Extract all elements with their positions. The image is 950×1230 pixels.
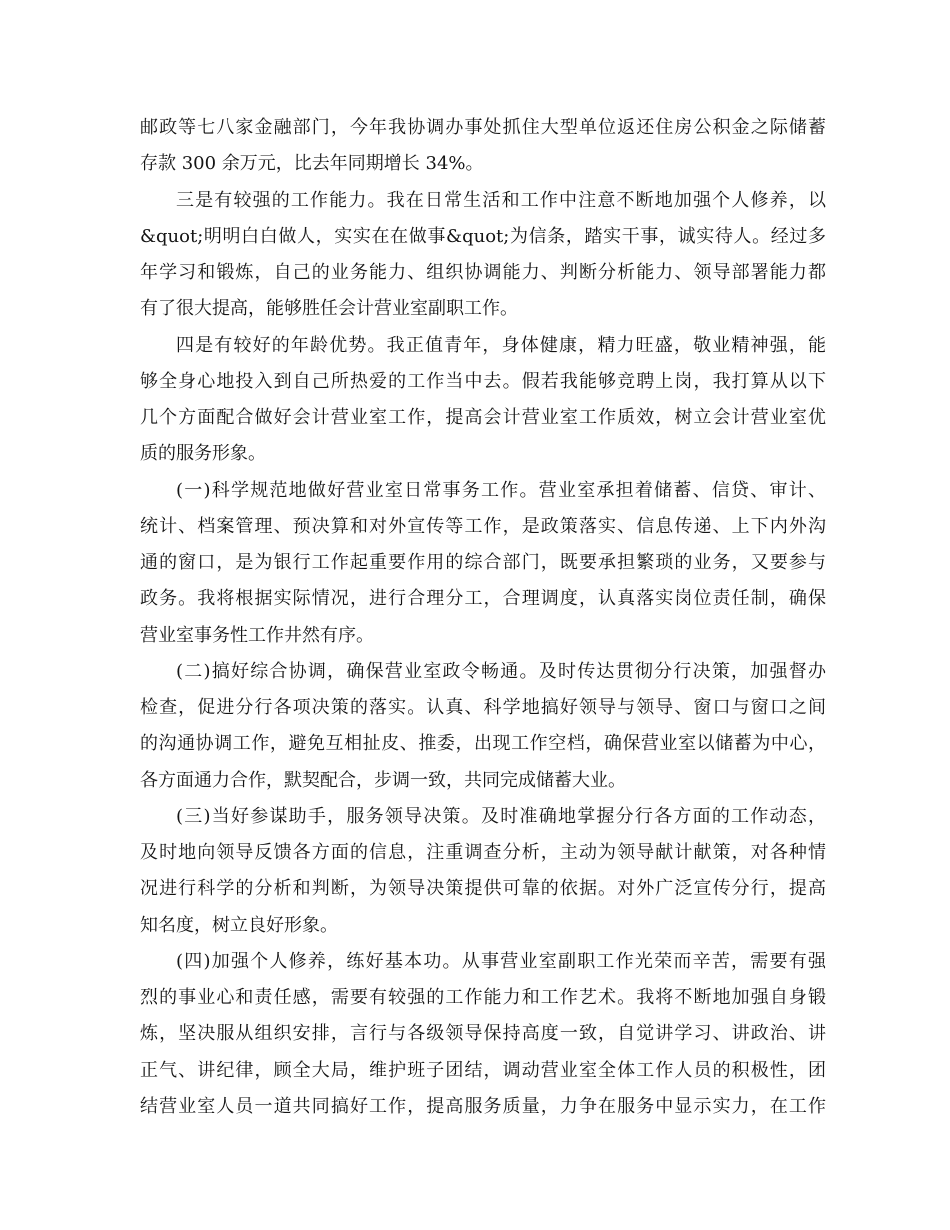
text-line: 统计、档案管理、预决算和对外宣传等工作，是政策落实、信息传递、上下内外沟 bbox=[140, 515, 826, 537]
text-line: 年学习和锻炼，自己的业务能力、组织协调能力、判断分析能力、领导部署能力都 bbox=[140, 262, 826, 283]
text-line: 够全身心地投入到自己所热爱的工作当中去。假若我能够竞聘上岗，我打算从以下 bbox=[140, 370, 826, 392]
text-line: 烈的事业心和责任感，需要有较强的工作能力和工作艺术。我将不断地加强自身锻 bbox=[140, 987, 826, 1008]
text-line: 通的窗口，是为银行工作起重要作用的综合部门，既要承担繁琐的业务，又要参与 bbox=[140, 552, 826, 573]
paragraph-line: (四)加强个人修养，练好基本功。从事营业室副职工作光荣而辛苦，需要有强 bbox=[176, 950, 826, 972]
paragraph-line: 三是有较强的工作能力。我在日常生活和工作中注意不断地加强个人修养，以 bbox=[176, 189, 826, 211]
text-line: 的沟通协调工作，避免互相扯皮、推委，出现工作空档，确保营业室以储蓄为中心， bbox=[140, 733, 826, 755]
text-line: 有了很大提高，能够胜任会计营业室副职工作。 bbox=[140, 298, 518, 320]
text-line: 及时地向领导反馈各方面的信息，注重调查分析，主动为领导献计献策，对各种情 bbox=[140, 842, 826, 863]
text-line: 正气、讲纪律，顾全大局，维护班子团结，调动营业室全体工作人员的积极性，团 bbox=[140, 1059, 826, 1081]
text-line: 检查，促进分行各项决策的落实。认真、科学地搞好领导与领导、窗口与窗口之间 bbox=[140, 697, 826, 718]
paragraph-line: (二)搞好综合协调，确保营业室政令畅通。及时传达贯彻分行决策，加强督办 bbox=[176, 660, 826, 682]
paragraph-line: (一)科学规范地做好营业室日常事务工作。营业室承担着储蓄、信贷、审计、 bbox=[176, 479, 826, 501]
text-line: 况进行科学的分析和判断，为领导决策提供可靠的依据。对外广泛宣传分行，提高 bbox=[140, 878, 826, 900]
text-line: 营业室事务性工作井然有序。 bbox=[140, 624, 374, 646]
text-line: 存款 300 余万元，比去年同期增长 34%。 bbox=[140, 153, 484, 175]
text-line: 知名度，树立良好形象。 bbox=[140, 914, 338, 936]
text-line: 各方面通力合作，默契配合，步调一致，共同完成储蓄大业。 bbox=[140, 769, 626, 791]
text-line: 几个方面配合做好会计营业室工作，提高会计营业室工作质效，树立会计营业室优 bbox=[140, 407, 826, 428]
text-line: 政务。我将根据实际情况，进行合理分工，合理调度，认真落实岗位责任制，确保 bbox=[140, 588, 826, 610]
text-line: 质的服务形象。 bbox=[140, 443, 266, 465]
text-line: 结营业室人员一道共同搞好工作，提高服务质量，力争在服务中显示实力，在工作 bbox=[140, 1095, 826, 1117]
paragraph-line: (三)当好参谋助手，服务领导决策。及时准确地掌握分行各方面的工作动态， bbox=[176, 805, 826, 827]
document-body bbox=[140, 110, 826, 1125]
paragraph-line: 四是有较好的年龄优势。我正值青年，身体健康，精力旺盛，敬业精神强，能 bbox=[176, 334, 826, 356]
text-line: 邮政等七八家金融部门，今年我协调办事处抓住大型单位返还住房公积金之际储蓄 bbox=[140, 117, 826, 138]
text-line: 炼，坚决服从组织安排，言行与各级领导保持高度一致，自觉讲学习、讲政治、讲 bbox=[140, 1023, 826, 1045]
text-line: &quot;明明白白做人，实实在在做事&quot;为信条，踏实干事，诚实待人。经过多 bbox=[140, 225, 826, 247]
